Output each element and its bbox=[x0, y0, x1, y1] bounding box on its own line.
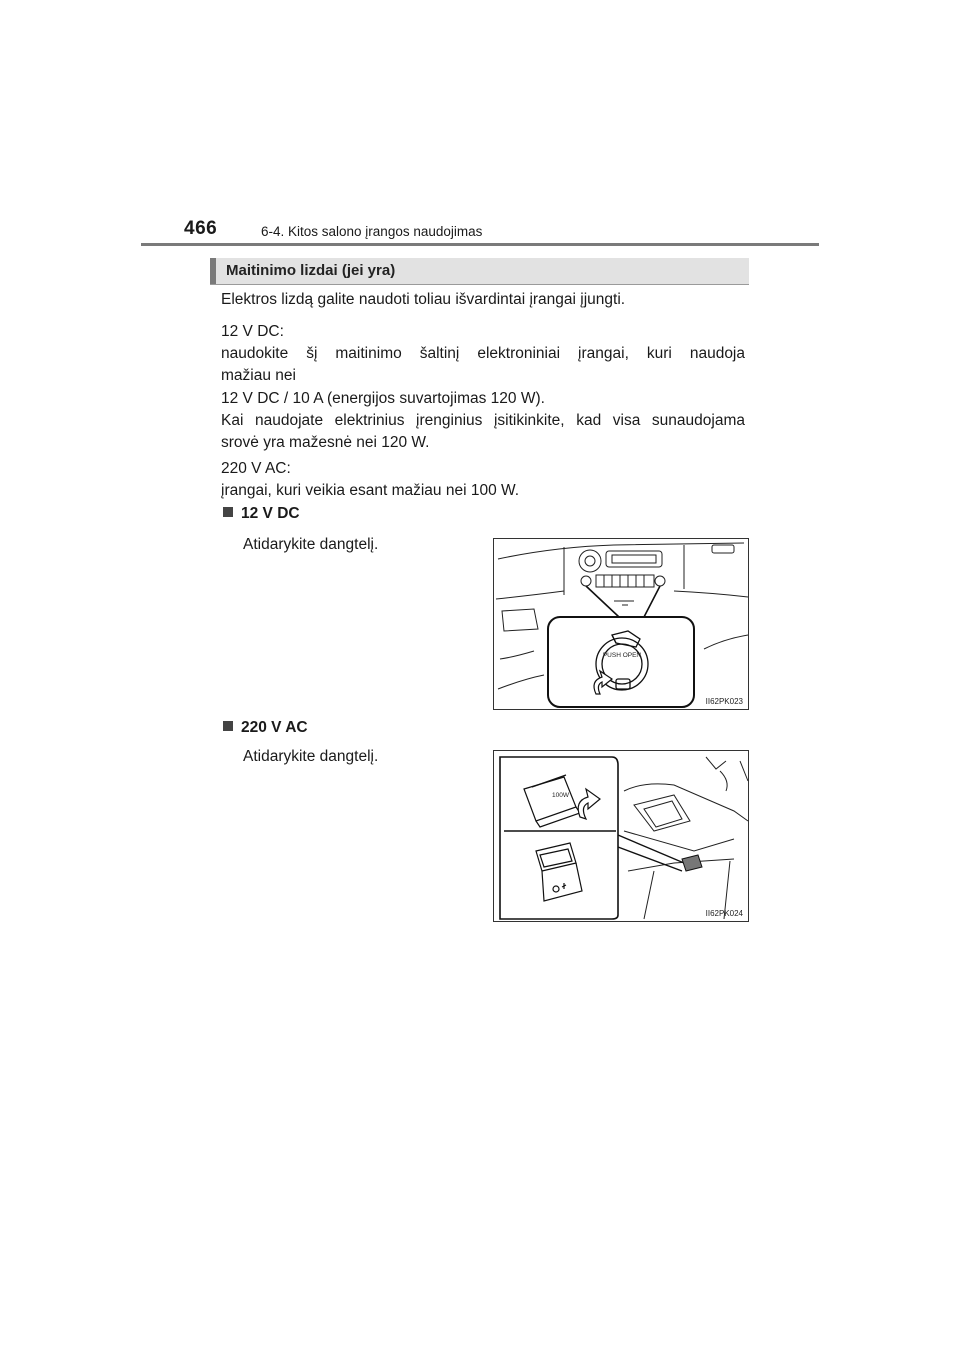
cap-label: PUSH OPEN bbox=[602, 652, 642, 659]
step-text-ac: Atidarykite dangtelį. bbox=[243, 748, 379, 765]
step-text-dc: Atidarykite dangtelį. bbox=[243, 536, 379, 553]
bullet-square-icon bbox=[223, 721, 233, 731]
page-number: 466 bbox=[184, 218, 218, 239]
figure-code-dc: II62PK023 bbox=[705, 697, 743, 706]
figure-12v-socket bbox=[493, 538, 749, 710]
figure-code-ac: II62PK024 bbox=[705, 909, 743, 918]
section-title: 6-4. Kitos salono įrangos naudojimas bbox=[261, 224, 483, 239]
bullet-12v-dc bbox=[223, 505, 300, 523]
bullet-title: 220 V AC bbox=[241, 719, 308, 736]
bullet-title: 12 V DC bbox=[241, 505, 300, 522]
bullet-220v-ac bbox=[223, 719, 308, 737]
dc-description-line1: naudokite šį maitinimo šaltinį elektroniniai įrangai, kuri naudoja bbox=[221, 345, 745, 362]
console-illustration bbox=[494, 751, 750, 923]
section-heading: Maitinimo lizdai (jei yra) bbox=[226, 262, 396, 279]
bullet-square-icon bbox=[223, 507, 233, 517]
heading-bar bbox=[210, 258, 216, 284]
heading-band bbox=[210, 258, 749, 285]
ac-label: 220 V AC: bbox=[221, 460, 291, 477]
intro-paragraph: Elektros lizdą galite naudoti toliau išvardintai įrangai įjungti. bbox=[221, 291, 626, 308]
dc-description-line2: mažiau nei bbox=[221, 367, 296, 384]
note-line2: srovė yra mažesnė nei 120 W. bbox=[221, 434, 430, 451]
dc-label: 12 V DC: bbox=[221, 323, 284, 340]
note-line1: Kai naudojate elektrinius įrenginius įsitikinkite, kad visa sunaudojama bbox=[221, 412, 745, 429]
dashboard-illustration bbox=[494, 539, 750, 711]
ac-cover-label: 100W bbox=[552, 792, 569, 799]
ac-description: įrangai, kuri veikia esant mažiau nei 100 W. bbox=[221, 482, 520, 499]
dc-spec: 12 V DC / 10 A (energijos suvartojimas 120 W). bbox=[221, 390, 545, 407]
figure-220v-socket bbox=[493, 750, 749, 922]
header-rule bbox=[141, 243, 819, 246]
